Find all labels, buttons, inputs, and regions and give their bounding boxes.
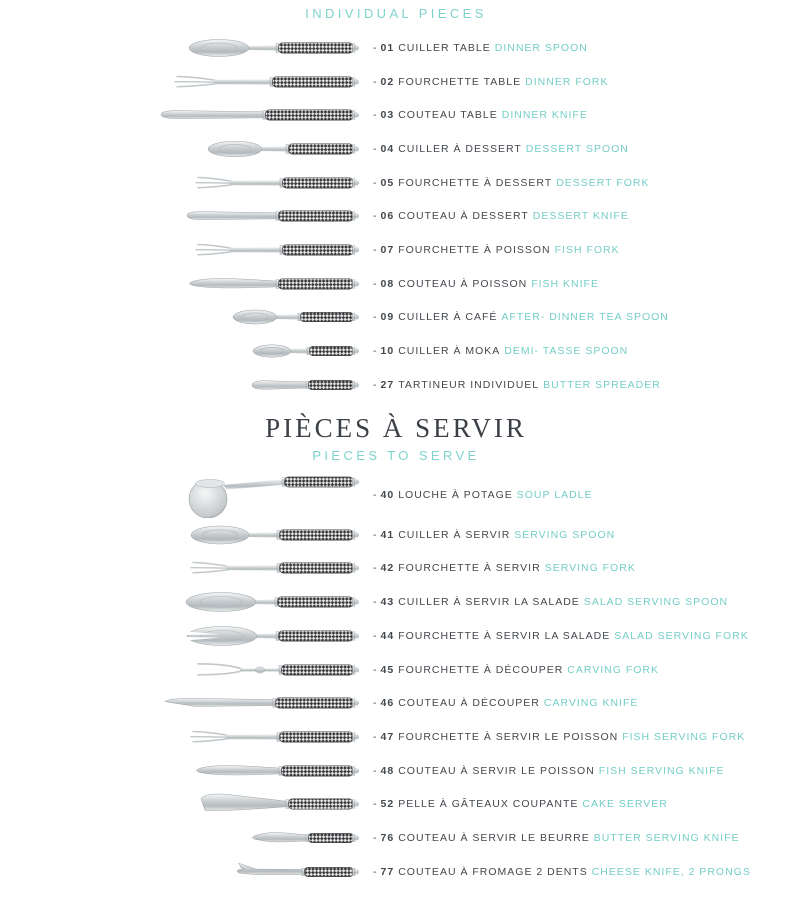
tea-spoon-image bbox=[230, 305, 360, 329]
fish-serving-fork-image bbox=[188, 725, 360, 749]
item-name-english: DINNER SPOON bbox=[494, 41, 588, 54]
item-name-french: CUILLER À DESSERT bbox=[398, 142, 522, 155]
item-label bbox=[373, 76, 609, 88]
item-label bbox=[373, 664, 659, 676]
item-code: 52 bbox=[380, 798, 395, 811]
fish-serving-knife-image bbox=[192, 759, 360, 783]
item-name-french: CUILLER À CAFÉ bbox=[398, 311, 498, 324]
list-item bbox=[0, 720, 792, 754]
list-item bbox=[0, 518, 792, 552]
item-label bbox=[373, 798, 668, 810]
item-label bbox=[373, 42, 588, 54]
item-name-english: DINNER KNIFE bbox=[501, 109, 588, 122]
list-item bbox=[0, 132, 792, 166]
item-name-french: COUTEAU TABLE bbox=[398, 109, 498, 122]
item-code: 05 bbox=[380, 176, 395, 189]
item-label bbox=[373, 596, 728, 608]
list-item bbox=[0, 552, 792, 586]
item-code: 08 bbox=[380, 277, 395, 290]
list-item bbox=[0, 166, 792, 200]
item-name-french: FOURCHETTE À DESSERT bbox=[398, 176, 553, 189]
item-dash: - bbox=[373, 41, 378, 54]
utensil-image-cell bbox=[0, 590, 360, 614]
item-name-french: CUILLER À SERVIR LA SALADE bbox=[398, 596, 580, 609]
item-code: 44 bbox=[380, 629, 395, 642]
list-item bbox=[0, 267, 792, 301]
item-name-english: CARVING FORK bbox=[567, 663, 660, 676]
utensil-image-cell bbox=[0, 373, 360, 397]
utensil-image-cell bbox=[0, 70, 360, 94]
item-label bbox=[373, 731, 745, 743]
item-code: 02 bbox=[380, 75, 395, 88]
item-code: 48 bbox=[380, 764, 395, 777]
list-item bbox=[0, 653, 792, 687]
salad-serving-fork-image bbox=[184, 624, 360, 648]
list-item bbox=[0, 472, 792, 518]
list-item bbox=[0, 585, 792, 619]
moka-spoon-image bbox=[250, 339, 360, 363]
item-name-english: BUTTER SPREADER bbox=[543, 378, 661, 391]
dessert-spoon-image bbox=[205, 137, 360, 161]
butter-spreader-image bbox=[248, 373, 360, 397]
fish-knife-image bbox=[185, 272, 360, 296]
item-dash: - bbox=[373, 210, 378, 223]
item-dash: - bbox=[373, 865, 378, 878]
item-label bbox=[373, 210, 629, 222]
utensil-image-cell bbox=[0, 36, 360, 60]
list-item bbox=[0, 334, 792, 368]
item-code: 09 bbox=[380, 311, 395, 324]
utensil-image-cell bbox=[0, 472, 360, 518]
item-name-english: AFTER- DINNER TEA SPOON bbox=[501, 311, 669, 324]
item-dash: - bbox=[373, 488, 378, 501]
section-title-individual-pieces: INDIVIDUAL PIECES bbox=[305, 6, 487, 21]
item-name-french: COUTEAU À POISSON bbox=[398, 277, 528, 290]
item-name-french: FOURCHETTE À DÉCOUPER bbox=[398, 663, 564, 676]
list-item bbox=[0, 31, 792, 65]
utensil-image-cell bbox=[0, 238, 360, 262]
list-item bbox=[0, 98, 792, 132]
list-item bbox=[0, 301, 792, 335]
item-name-english: FISH SERVING FORK bbox=[622, 730, 746, 743]
utensil-image-cell bbox=[0, 691, 360, 715]
cake-server-image bbox=[192, 790, 360, 818]
item-name-french: CUILLER TABLE bbox=[398, 41, 491, 54]
item-name-english: FISH FORK bbox=[554, 243, 620, 256]
item-name-english: SERVING FORK bbox=[544, 562, 636, 575]
utensil-image-cell bbox=[0, 725, 360, 749]
carving-fork-image bbox=[192, 658, 360, 682]
list-item bbox=[0, 65, 792, 99]
individual-pieces-list bbox=[0, 31, 792, 402]
item-name-french: TARTINEUR INDIVIDUEL bbox=[398, 378, 540, 391]
soup-ladle-image bbox=[183, 472, 360, 518]
item-code: 46 bbox=[380, 697, 395, 710]
utensil-image-cell bbox=[0, 556, 360, 580]
item-label bbox=[373, 143, 629, 155]
dessert-fork-image bbox=[193, 171, 360, 195]
item-name-french: LOUCHE À POTAGE bbox=[398, 488, 513, 501]
item-label bbox=[373, 697, 638, 709]
item-label bbox=[373, 177, 650, 189]
item-code: 43 bbox=[380, 596, 395, 609]
item-name-english: DEMI- TASSE SPOON bbox=[504, 345, 629, 358]
utensil-image-cell bbox=[0, 272, 360, 296]
item-code: 40 bbox=[380, 488, 395, 501]
list-item bbox=[0, 368, 792, 402]
dinner-knife-image bbox=[158, 103, 360, 127]
item-name-english: DESSERT FORK bbox=[556, 176, 650, 189]
item-name-french: COUTEAU À SERVIR LE POISSON bbox=[398, 764, 595, 777]
utensil-image-cell bbox=[0, 305, 360, 329]
item-code: 47 bbox=[380, 730, 395, 743]
section-title-pieces-a-servir: PIÈCES À SERVIR bbox=[265, 412, 527, 443]
item-code: 45 bbox=[380, 663, 395, 676]
item-name-french: FOURCHETTE À SERVIR LA SALADE bbox=[398, 629, 611, 642]
item-name-french: FOURCHETTE À POISSON bbox=[398, 243, 551, 256]
item-name-english: DINNER FORK bbox=[525, 75, 609, 88]
item-label bbox=[373, 630, 749, 642]
item-name-english: CAKE SERVER bbox=[582, 798, 668, 811]
item-dash: - bbox=[373, 562, 378, 575]
item-label bbox=[373, 765, 725, 777]
list-item bbox=[0, 199, 792, 233]
item-dash: - bbox=[373, 277, 378, 290]
item-dash: - bbox=[373, 730, 378, 743]
item-code: 42 bbox=[380, 562, 395, 575]
item-label bbox=[373, 529, 615, 541]
item-label bbox=[373, 345, 628, 357]
utensil-image-cell bbox=[0, 103, 360, 127]
item-dash: - bbox=[373, 109, 378, 122]
utensil-image-cell bbox=[0, 624, 360, 648]
serving-pieces-list bbox=[0, 472, 792, 889]
item-code: 10 bbox=[380, 345, 395, 358]
item-code: 27 bbox=[380, 378, 395, 391]
list-item bbox=[0, 233, 792, 267]
item-dash: - bbox=[373, 142, 378, 155]
item-name-french: COUTEAU À DESSERT bbox=[398, 210, 529, 223]
utensil-image-cell bbox=[0, 658, 360, 682]
serving-fork-image bbox=[188, 556, 360, 580]
item-dash: - bbox=[373, 378, 378, 391]
item-code: 04 bbox=[380, 142, 395, 155]
item-label bbox=[373, 562, 636, 574]
utensil-image-cell bbox=[0, 523, 360, 547]
section-subtitle-pieces-to-serve: PIECES TO SERVE bbox=[312, 447, 480, 463]
item-name-french: COUTEAU À SERVIR LE BEURRE bbox=[398, 831, 590, 844]
item-name-french: FOURCHETTE À SERVIR LE POISSON bbox=[398, 730, 619, 743]
item-name-french: CUILLER À MOKA bbox=[398, 345, 501, 358]
item-dash: - bbox=[373, 798, 378, 811]
item-dash: - bbox=[373, 629, 378, 642]
item-code: 41 bbox=[380, 528, 395, 541]
dinner-spoon-image bbox=[186, 36, 360, 60]
item-name-english: DESSERT SPOON bbox=[525, 142, 629, 155]
item-dash: - bbox=[373, 176, 378, 189]
item-name-french: FOURCHETTE TABLE bbox=[398, 75, 522, 88]
utensil-image-cell bbox=[0, 171, 360, 195]
dessert-knife-image bbox=[184, 204, 360, 228]
utensil-image-cell bbox=[0, 790, 360, 818]
item-code: 01 bbox=[380, 41, 395, 54]
list-item bbox=[0, 787, 792, 821]
item-label bbox=[373, 278, 599, 290]
item-code: 76 bbox=[380, 831, 395, 844]
item-name-english: SALAD SERVING SPOON bbox=[583, 596, 729, 609]
item-name-english: BUTTER SERVING KNIFE bbox=[593, 831, 740, 844]
item-name-french: COUTEAU À FROMAGE 2 DENTS bbox=[398, 865, 588, 878]
list-item bbox=[0, 754, 792, 788]
item-name-english: CHEESE KNIFE, 2 PRONGS bbox=[591, 865, 751, 878]
list-item bbox=[0, 821, 792, 855]
item-dash: - bbox=[373, 345, 378, 358]
item-dash: - bbox=[373, 663, 378, 676]
utensil-image-cell bbox=[0, 204, 360, 228]
item-name-english: FISH KNIFE bbox=[531, 277, 599, 290]
utensil-image-cell bbox=[0, 826, 360, 850]
item-name-english: SERVING SPOON bbox=[514, 528, 616, 541]
item-name-french: COUTEAU À DÉCOUPER bbox=[398, 697, 540, 710]
item-code: 03 bbox=[380, 109, 395, 122]
utensil-image-cell bbox=[0, 137, 360, 161]
list-item bbox=[0, 686, 792, 720]
carving-knife-image bbox=[162, 691, 360, 715]
item-dash: - bbox=[373, 243, 378, 256]
item-name-english: FISH SERVING KNIFE bbox=[598, 764, 725, 777]
utensil-image-cell bbox=[0, 860, 360, 884]
item-label bbox=[373, 832, 740, 844]
item-name-english: SALAD SERVING FORK bbox=[614, 629, 749, 642]
salad-serving-spoon-image bbox=[183, 590, 360, 614]
item-name-english: CARVING KNIFE bbox=[543, 697, 639, 710]
item-label bbox=[373, 109, 588, 121]
item-name-french: PELLE À GÂTEAUX COUPANTE bbox=[398, 798, 579, 811]
dinner-fork-image bbox=[172, 70, 360, 94]
item-dash: - bbox=[373, 764, 378, 777]
serving-spoon-image bbox=[188, 523, 360, 547]
cheese-knife-image bbox=[232, 860, 360, 884]
item-dash: - bbox=[373, 528, 378, 541]
item-code: 06 bbox=[380, 210, 395, 223]
item-label bbox=[373, 866, 751, 878]
utensil-image-cell bbox=[0, 759, 360, 783]
item-label bbox=[373, 244, 620, 256]
item-dash: - bbox=[373, 831, 378, 844]
item-code: 77 bbox=[380, 865, 395, 878]
item-label bbox=[373, 489, 593, 501]
item-dash: - bbox=[373, 697, 378, 710]
butter-serving-knife-image bbox=[248, 826, 360, 850]
list-item bbox=[0, 619, 792, 653]
utensil-image-cell bbox=[0, 339, 360, 363]
item-dash: - bbox=[373, 311, 378, 324]
list-item bbox=[0, 855, 792, 889]
item-dash: - bbox=[373, 75, 378, 88]
item-name-english: DESSERT KNIFE bbox=[532, 210, 629, 223]
fish-fork-image bbox=[193, 238, 360, 262]
item-code: 07 bbox=[380, 243, 395, 256]
item-name-french: CUILLER À SERVIR bbox=[398, 528, 511, 541]
item-name-english: SOUP LADLE bbox=[516, 488, 593, 501]
item-dash: - bbox=[373, 596, 378, 609]
item-name-french: FOURCHETTE À SERVIR bbox=[398, 562, 541, 575]
item-label bbox=[373, 379, 661, 391]
item-label bbox=[373, 311, 669, 323]
